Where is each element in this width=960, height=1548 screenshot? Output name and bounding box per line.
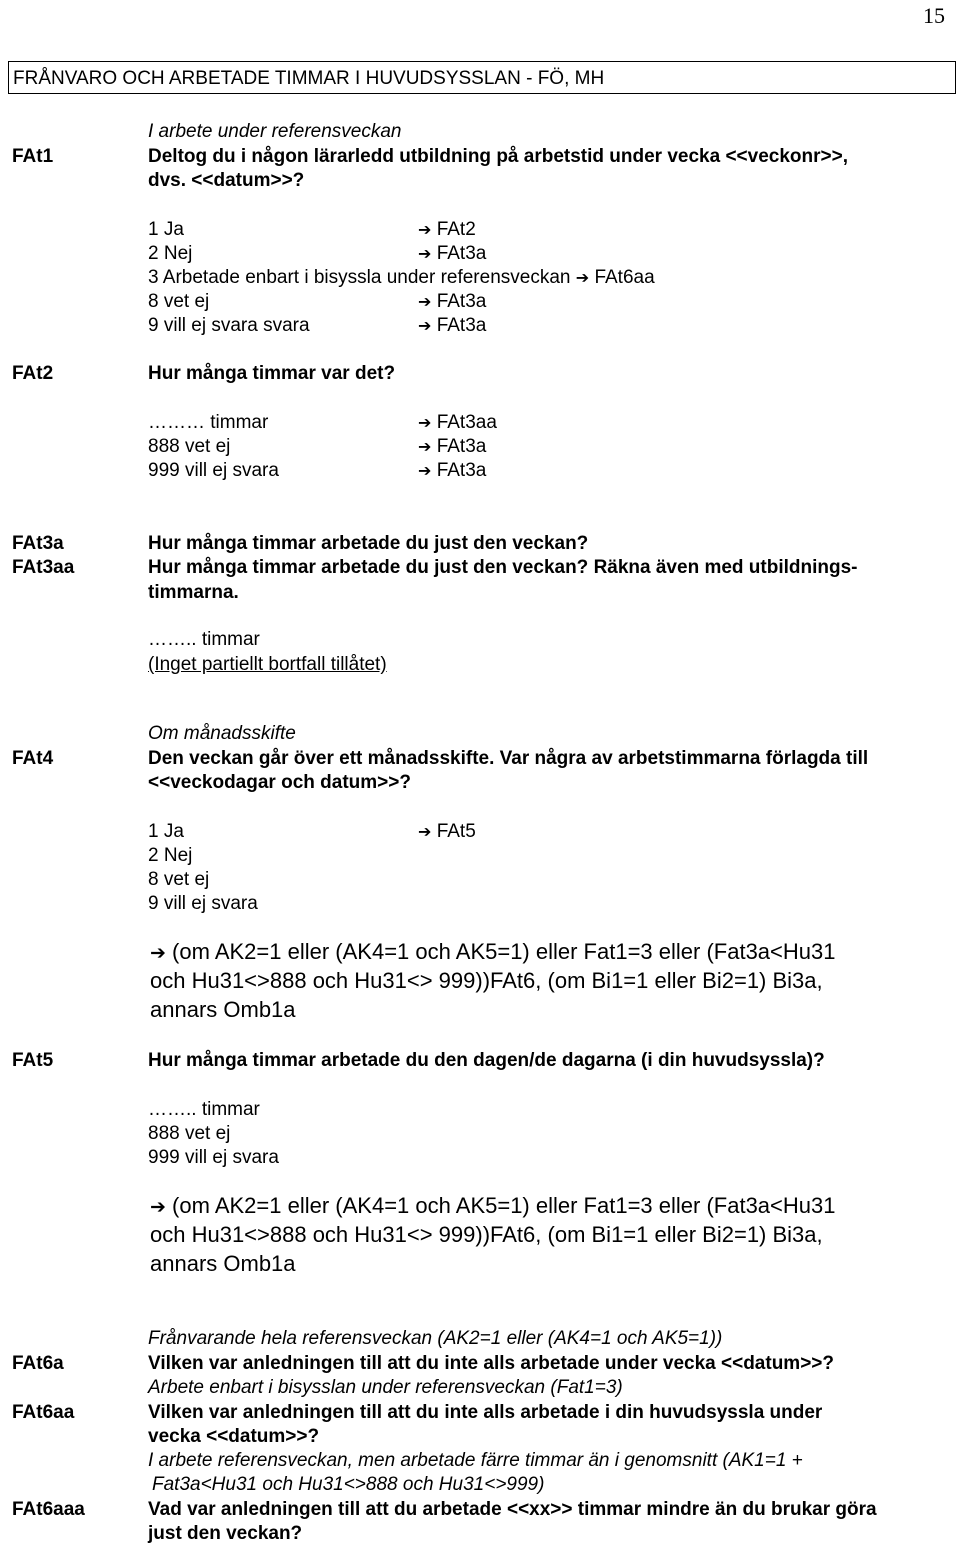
fat5-routing-line1: ➔ (om AK2=1 eller (AK4=1 och AK5=1) eller Fat1=3 eller (Fat3a<Hu31 <box>150 1193 836 1218</box>
fat2-option: ……… timmar <box>148 412 269 433</box>
fat3aa-question-line2: timmarna. <box>148 582 239 603</box>
fat1-option: 1 Ja <box>148 219 184 240</box>
question-id-fat2: FAt2 <box>12 363 54 384</box>
fat2-option: 999 vill ej svara <box>148 460 279 481</box>
arrow-right-icon: ➔ <box>418 220 432 239</box>
fat1-option: 9 vill ej svara svara <box>148 315 310 336</box>
arrow-right-icon: ➔ <box>418 437 432 456</box>
fat1-intro: I arbete under referensveckan <box>148 121 402 142</box>
fat4-option: 2 Nej <box>148 845 193 866</box>
fat4-option: 1 Ja <box>148 821 184 842</box>
fat2-option: 888 vet ej <box>148 436 231 457</box>
fat1-option: 3 Arbetade enbart i bisyssla under referensveckan ➔ FAt6aa <box>148 267 655 288</box>
arrow-right-icon: ➔ <box>418 244 432 263</box>
fat6aaa-question-line2: just den veckan? <box>148 1523 303 1544</box>
section-title: FRÅNVARO OCH ARBETADE TIMMAR I HUVUDSYSSLAN - FÖ, MH <box>13 68 605 89</box>
question-id-fat4: FAt4 <box>12 748 54 769</box>
fat1-question-line2: dvs. <<datum>>? <box>148 170 305 191</box>
fat3aa-question-line1: Hur många timmar arbetade du just den veckan? Räkna även med utbildnings- <box>148 557 858 578</box>
fat4-intro: Om månadsskifte <box>148 723 296 744</box>
fat1-option-route: ➔ FAt2 <box>418 219 476 240</box>
fat4-option-route: ➔ FAt5 <box>418 821 476 842</box>
section-header <box>8 61 956 94</box>
arrow-right-icon: ➔ <box>418 822 432 841</box>
fat6aaa-intro-line2: Fat3a<Hu31 och Hu31<>888 och Hu31<>999) <box>152 1474 545 1495</box>
fat5-routing-line2: och Hu31<>888 och Hu31<> 999))FAt6, (om Bi1=1 eller Bi2=1) Bi3a, <box>150 1222 823 1247</box>
arrow-right-icon: ➔ <box>418 316 432 335</box>
arrow-right-icon: ➔ <box>150 1196 166 1218</box>
question-id-fat6aa: FAt6aa <box>12 1402 75 1423</box>
fat1-option: 8 vet ej <box>148 291 210 312</box>
fat4-routing-line3: annars Omb1a <box>150 997 296 1022</box>
arrow-right-icon: ➔ <box>150 942 166 964</box>
fat1-option: 2 Nej <box>148 243 193 264</box>
fat6aaa-question-line1: Vad var anledningen till att du arbetade <<xx>> timmar mindre än du brukar göra <box>148 1499 877 1520</box>
fat6aa-question-line2: vecka <<datum>>? <box>148 1426 320 1447</box>
fat2-option-route: ➔ FAt3aa <box>418 412 497 433</box>
fat2-option-route: ➔ FAt3a <box>418 436 487 457</box>
fat1-option-route: ➔ FAt3a <box>418 243 487 264</box>
question-id-fat6aaa: FAt6aaa <box>12 1499 85 1520</box>
fat6aa-intro: Arbete enbart i bisysslan under referensveckan (Fat1=3) <box>148 1377 623 1398</box>
page-number: 15 <box>923 3 945 28</box>
fat4-question-line1: Den veckan går över ett månadsskifte. Var några av arbetstimmarna förlagda till <box>148 748 869 769</box>
fat4-question-line2: <<veckodagar och datum>>? <box>148 772 411 793</box>
fat2-option-route: ➔ FAt3a <box>418 460 487 481</box>
fat5-question: Hur många timmar arbetade du den dagen/de dagarna (i din huvudsyssla)? <box>148 1050 825 1071</box>
fat6aa-question-line1: Vilken var anledningen till att du inte alls arbetade i din huvudsyssla under <box>148 1402 823 1423</box>
question-id-fat6a: FAt6a <box>12 1353 64 1374</box>
question-id-fat3aa: FAt3aa <box>12 557 75 578</box>
fat1-option-route: ➔ FAt3a <box>418 291 487 312</box>
fat5-option: …….. timmar <box>148 1099 260 1120</box>
fat4-option: 9 vill ej svara <box>148 893 258 914</box>
fat3a-question: Hur många timmar arbetade du just den veckan? <box>148 533 589 554</box>
fat6aaa-intro-line1: I arbete referensveckan, men arbetade färre timmar än i genomsnitt (AK1=1 + <box>148 1450 803 1471</box>
fat5-option: 999 vill ej svara <box>148 1147 279 1168</box>
question-id-fat5: FAt5 <box>12 1050 54 1071</box>
fat1-question-line1: Deltog du i någon lärarledd utbildning på arbetstid under vecka <<veckonr>>, <box>148 146 848 167</box>
question-id-fat1: FAt1 <box>12 146 54 167</box>
fat4-option: 8 vet ej <box>148 869 210 890</box>
fat1-option-route: ➔ FAt3a <box>418 315 487 336</box>
fat2-question: Hur många timmar var det? <box>148 363 396 384</box>
fat5-option: 888 vet ej <box>148 1123 231 1144</box>
arrow-right-icon: ➔ <box>418 413 432 432</box>
question-id-fat3a: FAt3a <box>12 533 64 554</box>
fat6a-question: Vilken var anledningen till att du inte alls arbetade under vecka <<datum>>? <box>148 1353 834 1374</box>
arrow-right-icon: ➔ <box>418 461 432 480</box>
arrow-right-icon: ➔ <box>418 292 432 311</box>
arrow-right-icon: ➔ <box>575 268 590 287</box>
fat4-routing-line1: ➔ (om AK2=1 eller (AK4=1 och AK5=1) eller Fat1=3 eller (Fat3a<Hu31 <box>150 939 836 964</box>
fat5-routing-line3: annars Omb1a <box>150 1251 296 1276</box>
fat3-note: (Inget partiellt bortfall tillåtet) <box>148 654 387 675</box>
fat3-answer: …….. timmar <box>148 629 260 650</box>
fat6a-intro: Frånvarande hela referensveckan (AK2=1 eller (AK4=1 och AK5=1)) <box>148 1328 723 1349</box>
fat4-routing-line2: och Hu31<>888 och Hu31<> 999))FAt6, (om Bi1=1 eller Bi2=1) Bi3a, <box>150 968 823 993</box>
